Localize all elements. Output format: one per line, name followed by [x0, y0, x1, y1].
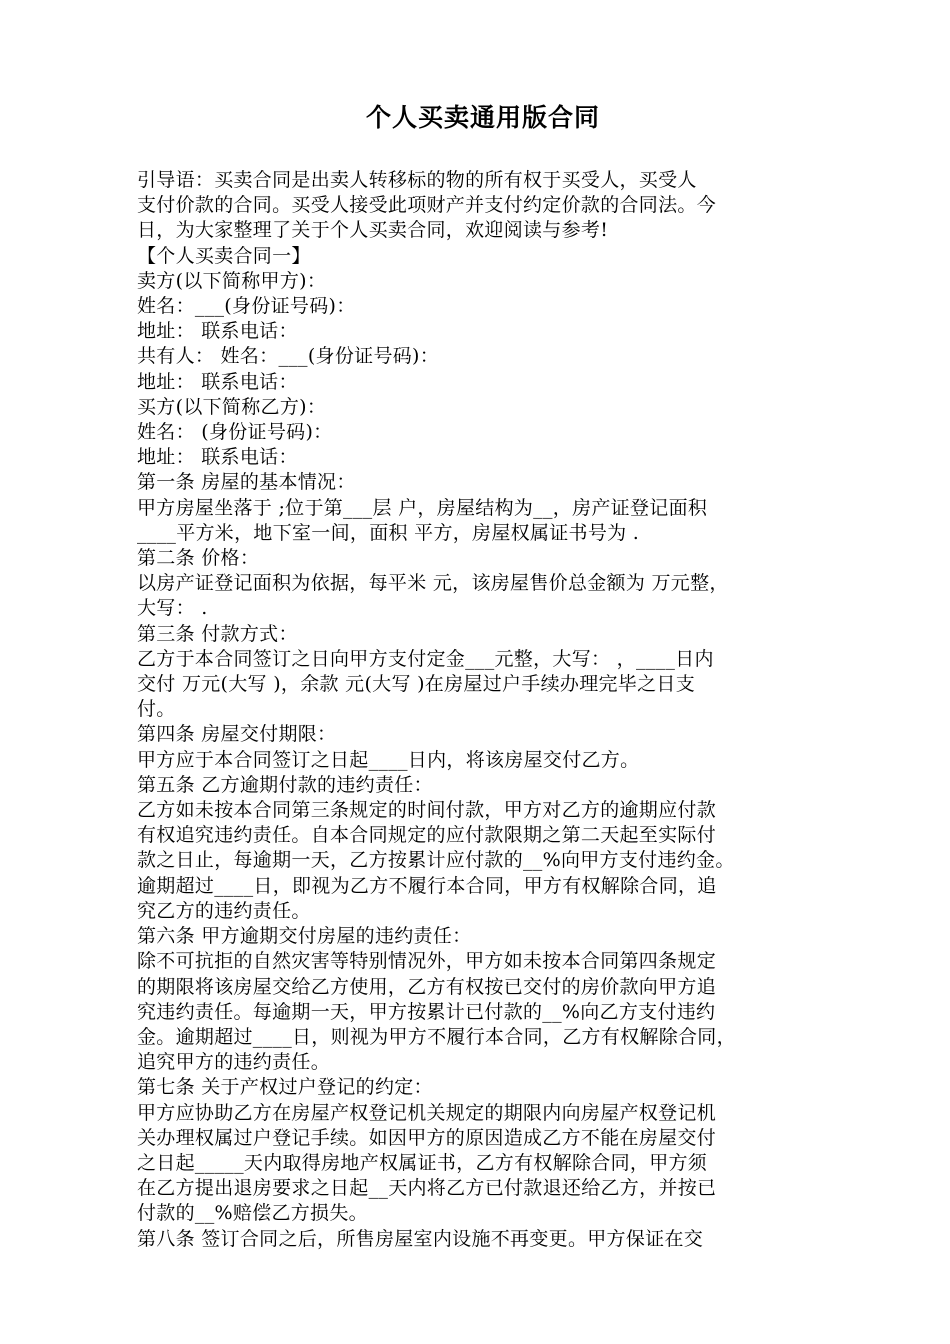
document-line: 交付 万元(大写 )，余款 元(大写 )在房屋过户手续办理完毕之日支: [137, 673, 696, 696]
document-line: 地址： 联系电话：: [137, 446, 298, 469]
document-line: 逾期超过____日，即视为乙方不履行本合同，甲方有权解除合同，追: [137, 874, 717, 897]
document-line: 金。逾期超过____日，则视为甲方不履行本合同，乙方有权解除合同，: [137, 1025, 736, 1048]
document-line: 姓名：___(身份证号码)：: [137, 295, 356, 318]
document-line: 付。: [137, 698, 176, 721]
document-line: 有权追究违约责任。自本合同规定的应付款限期之第二天起至实际付: [137, 824, 717, 847]
document-line: 究乙方的违约责任。: [137, 899, 311, 922]
document-line: 乙方如未按本合同第三条规定的时间付款，甲方对乙方的逾期应付款: [137, 799, 717, 822]
document-line: 追究甲方的违约责任。: [137, 1051, 331, 1074]
document-line: ____平方米，地下室一间，面积 平方，房屋权属证书号为 .: [137, 521, 640, 544]
document-line: 甲方应协助乙方在房屋产权登记机关规定的期限内向房屋产权登记机: [137, 1101, 717, 1124]
document-line: 引导语：买卖合同是出卖人转移标的物的所有权于买受人，买受人: [137, 169, 697, 191]
document-title: 个人买卖通用版合同: [365, 103, 600, 132]
document-line: 究违约责任。每逾期一天，甲方按累计已付款的__%向乙方支付违约: [137, 1000, 716, 1023]
document-line: 款之日止，每逾期一天，乙方按累计应付款的__%向甲方支付违约金。: [137, 849, 735, 872]
document-body: [137, 168, 829, 1252]
document-line: 支付价款的合同。买受人接受此项财产并支付约定价款的合同法。今: [137, 194, 717, 217]
document-line: 卖方(以下简称甲方)：: [137, 269, 327, 292]
document-line: 关办理权属过户登记手续。如因甲方的原因造成乙方不能在房屋交付: [137, 1126, 717, 1149]
document-line: 除不可抗拒的自然灾害等特别情况外，甲方如未按本合同第四条规定: [137, 950, 717, 973]
document-line: 甲方房屋坐落于 ;位于第___层 户，房屋结构为__，房产证登记面积: [137, 496, 708, 519]
document-line: 甲方应于本合同签订之日起____日内，将该房屋交付乙方。: [137, 748, 640, 771]
document-line: 地址： 联系电话：: [137, 320, 298, 343]
document-line: 第二条 价格：: [137, 547, 260, 570]
document-line: 付款的__%赔偿乙方损失。: [137, 1202, 368, 1225]
document-line: 买方(以下简称乙方)：: [137, 395, 327, 418]
document-line: 之日起_____天内取得房地产权属证书，乙方有权解除合同，甲方须: [137, 1151, 708, 1174]
document-line: 第五条 乙方逾期付款的违约责任：: [137, 773, 433, 796]
document-line: 第三条 付款方式：: [137, 622, 298, 645]
document-line: 第四条 房屋交付期限：: [137, 723, 337, 746]
document-line: 第六条 甲方逾期交付房屋的违约责任：: [137, 925, 472, 948]
document-line: 共有人： 姓名：___(身份证号码)：: [137, 345, 440, 368]
document-line: 大写： .: [137, 597, 208, 620]
document-line: 【个人买卖合同一】: [137, 244, 311, 267]
document-line: 姓名： (身份证号码)：: [137, 421, 333, 444]
document-line: 的期限将该房屋交给乙方使用，乙方有权按已交付的房价款向甲方追: [137, 975, 717, 998]
document-line: 乙方于本合同签订之日向甲方支付定金___元整，大写： ，____日内: [137, 647, 714, 670]
document-line: 第一条 房屋的基本情况：: [137, 471, 356, 494]
document-line: 第七条 关于产权过户登记的约定：: [137, 1076, 433, 1099]
document-page: [137, 100, 829, 1252]
document-line: 在乙方提出退房要求之日起__天内将乙方已付款退还给乙方，并按已: [137, 1177, 717, 1200]
document-line: 第八条 签订合同之后，所售房屋室内设施不再变更。甲方保证在交: [137, 1227, 704, 1250]
document-line: 日，为大家整理了关于个人买卖合同，欢迎阅读与参考!: [137, 219, 609, 242]
document-line: 以房产证登记面积为依据，每平米 元，该房屋售价总金额为 万元整，: [137, 572, 729, 595]
document-line: 地址： 联系电话：: [137, 370, 298, 393]
